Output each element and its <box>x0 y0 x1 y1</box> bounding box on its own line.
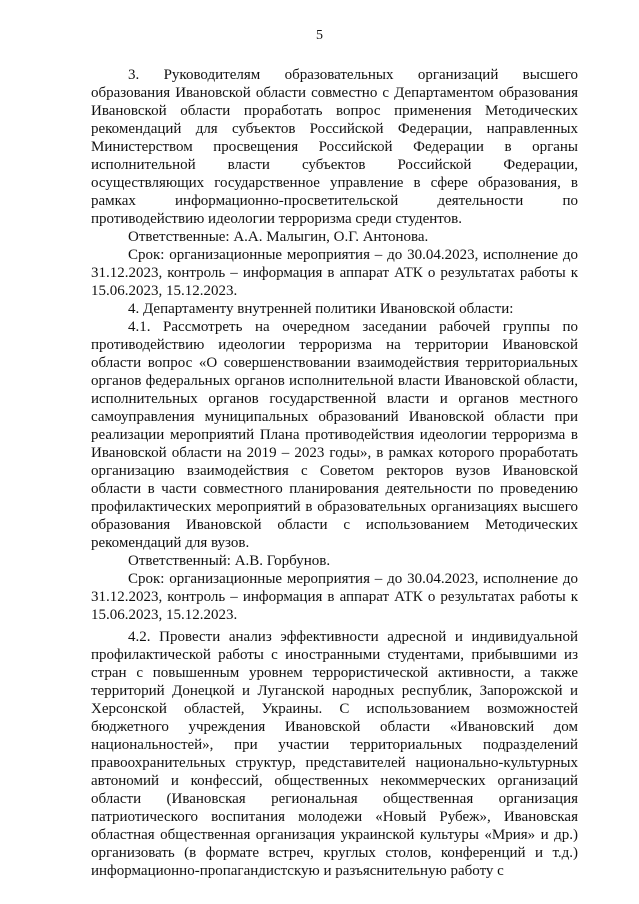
page-number: 5 <box>316 28 323 43</box>
paragraph-item-4: 4. Департаменту внутренней политики Ивановской области: <box>128 301 514 317</box>
document-body <box>91 66 578 880</box>
deadline-line: Срок: организационные мероприятия – до 30.04.2023, исполнение до 31.12.2023, контроль – информация в аппарат АТК о результатах работы к 15.06.2023, 15.12.2023. <box>91 247 578 299</box>
paragraph-item-3: 3. Руководителям образовательных организаций высшего образования Ивановской области совместно с Департаментом образования Ивановской области проработать вопрос применения Методических рекомендаций для субъектов Российской Федерации, направленных Министерством просвещения Российской Федерации в органы исполнительной власти субъектов Российской Федерации, осуществляющих государственное управление в сфере образования, в рамках информационно-просветительской деятельности по противодействию идеологии терроризма среди студентов. <box>91 67 578 227</box>
paragraph-item-4-2: 4.2. Провести анализ эффективности адресной и индивидуальной профилактической работы с иностранными студентами, прибывшими из стран с повышенным уровнем террористической активности, а также территорий Донецкой и Луганской народных республик, Запорожской и Херсонской областей, Украины. С использованием возможностей бюджетного учреждения Ивановской области «Ивановский дом национальностей», при участии территориальных подразделений правоохранительных структур, представителей национально-культурных автономий и конфессий, общественных некоммерческих организаций области (Ивановская региональная общественная организация патриотического воспитания молодежи «Новый Рубеж», Ивановская областная общественная организация украинской культуры «Мрия» и др.) организовать (в формате встреч, круглых столов, конференций и т.д.) информационно-пропагандистскую и разъяснительную работу с <box>91 629 578 879</box>
responsible-line: Ответственные: А.А. Малыгин, О.Г. Антонова. <box>128 229 429 245</box>
paragraph-item-4-1: 4.1. Рассмотреть на очередном заседании рабочей группы по противодействию идеологии терроризма на территории Ивановской области вопрос «О совершенствовании взаимодействия территориальных органов федеральных органов исполнительной власти Ивановской области, исполнительных органов государственной власти и органов местного самоуправления муниципальных образований Ивановской области при реализации мероприятий Плана противодействия идеологии терроризма в Ивановской области на 2019 – 2023 годы», в рамках которого проработать организацию взаимодействия с Советом ректоров вузов Ивановской области в части совместного планирования деятельности по проведению профилактических мероприятий в образовательных организациях высшего образования Ивановской области с использованием Методических рекомендаций для вузов. <box>91 319 578 551</box>
responsible-line: Ответственный: А.В. Горбунов. <box>128 553 331 569</box>
deadline-line: Срок: организационные мероприятия – до 30.04.2023, исполнение до 31.12.2023, контроль – информация в аппарат АТК о результатах работы к 15.06.2023, 15.12.2023. <box>91 571 578 623</box>
